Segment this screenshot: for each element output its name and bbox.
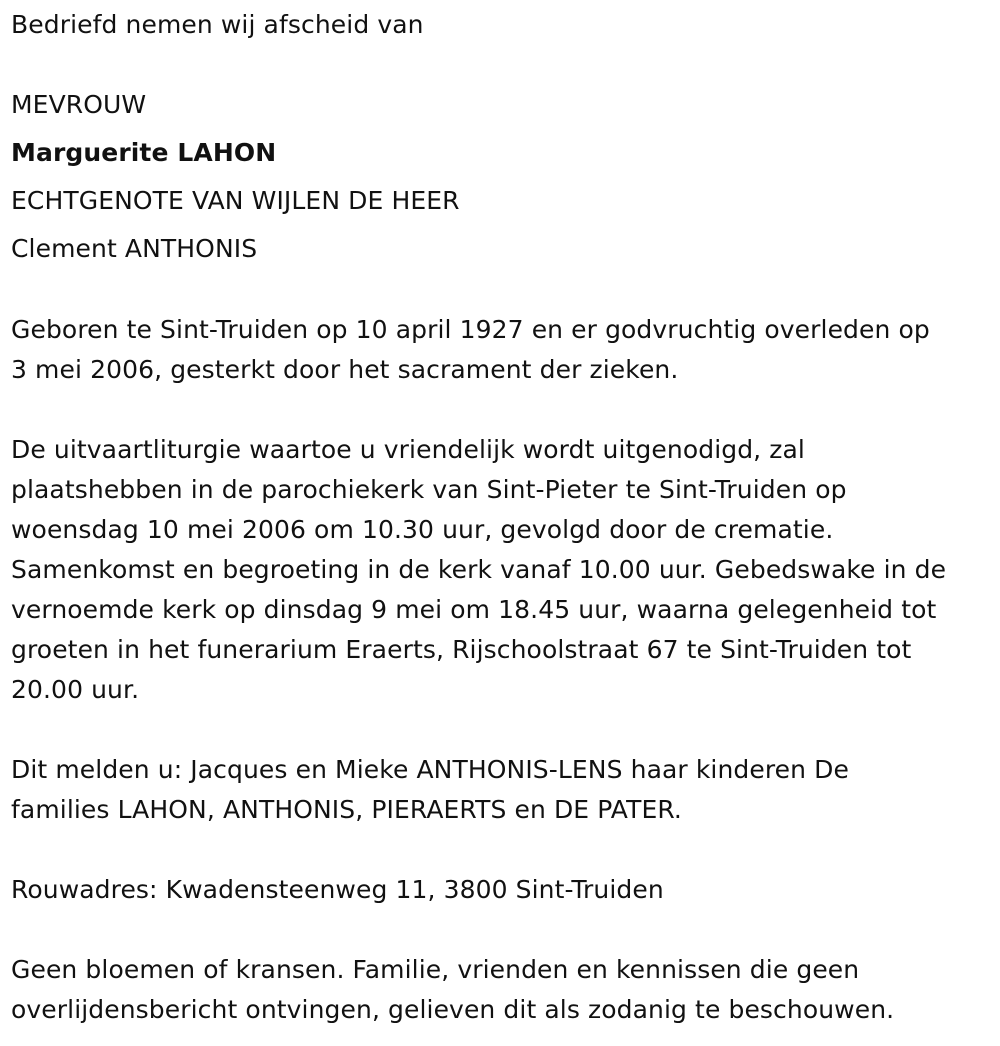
funeral-line: woensdag 10 mei 2006 om 10.30 uur, gevolgd door de crematie. [11,515,834,544]
mourning-address: Rouwadres: Kwadensteenweg 11, 3800 Sint-Truiden [11,875,664,904]
funeral-line: plaatshebben in de parochiekerk van Sint-Pieter te Sint-Truiden op [11,475,847,504]
closing-line: Geen bloemen of kransen. Familie, vrienden en kennissen die geen [11,955,860,984]
announcers-line: families LAHON, ANTHONIS, PIERAERTS en DE PATER. [11,795,682,824]
announcers-line: Dit melden u: Jacques en Mieke ANTHONIS-LENS haar kinderen De [11,755,849,784]
funeral-line: vernoemde kerk op dinsdag 9 mei om 18.45 uur, waarna gelegenheid tot [11,595,937,624]
closing-line: overlijdensbericht ontvingen, gelieven dit als zodanig te beschouwen. [11,995,895,1024]
birth-death-line: 3 mei 2006, gesterkt door het sacrament der zieken. [11,355,679,384]
funeral-line: groeten in het funerarium Eraerts, Rijschoolstraat 67 te Sint-Truiden tot [11,635,912,664]
funeral-line: Samenkomst en begroeting in de kerk vanaf 10.00 uur. Gebedswake in de [11,555,947,584]
honorific: MEVROUW [11,90,147,119]
deceased-name: Marguerite LAHON [11,138,277,167]
funeral-line: 20.00 uur. [11,675,140,704]
birth-death-line: Geboren te Sint-Truiden op 10 april 1927 en er godvruchtig overleden op [11,315,930,344]
relation-text: ECHTGENOTE VAN WIJLEN DE HEER [11,186,460,215]
spouse-name: Clement ANTHONIS [11,234,258,263]
funeral-line: De uitvaartliturgie waartoe u vriendelijk wordt uitgenodigd, zal [11,435,805,464]
intro-text: Bedriefd nemen wij afscheid van [11,10,424,39]
